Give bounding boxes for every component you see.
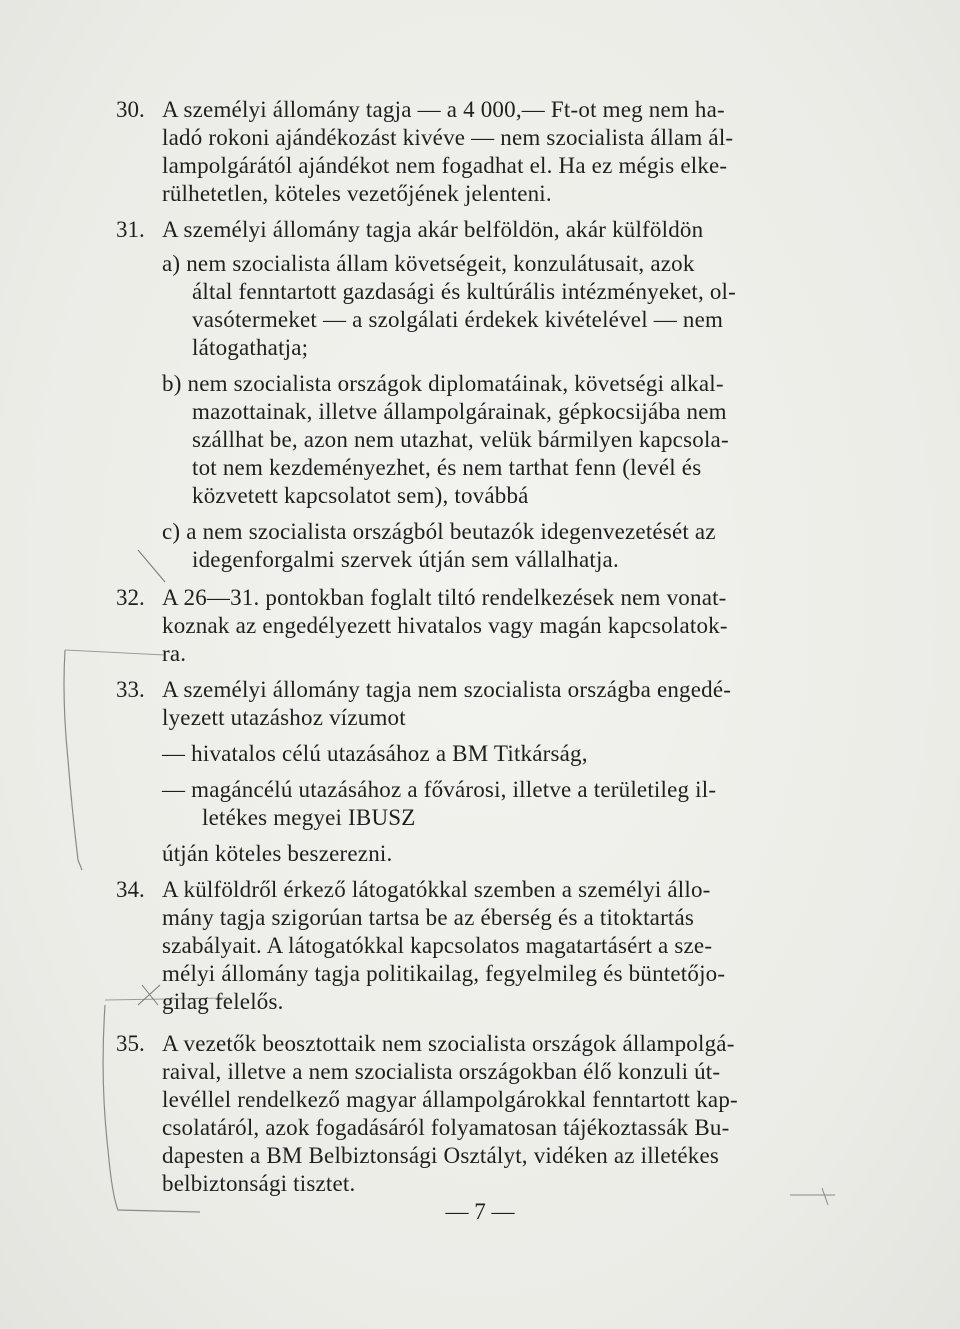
item-number-35: 35. xyxy=(116,1031,145,1056)
p31-b-line-4: tot nem kezdeményezhet, és nem tarthat fenn (levél és xyxy=(192,455,702,480)
p32-line-2: koznak az engedélyezett hivatalos vagy magán kapcsolatok- xyxy=(162,613,728,638)
p31-a-line-4: látogathatja; xyxy=(192,335,309,360)
p35-line-3: levéllel rendelkező magyar állampolgárokkal fenntartott kap- xyxy=(162,1087,738,1112)
p34-line-5: gilag felelős. xyxy=(162,989,284,1014)
p35-line-6: belbiztonsági tisztet. xyxy=(162,1171,356,1196)
p35-line-1: A vezetők beosztottaik nem szocialista országok állampolgá- xyxy=(162,1031,735,1056)
p34-line-1: A külföldről érkező látogatókkal szemben a személyi állo- xyxy=(162,877,711,902)
p31-b-line-1: b) nem szocialista országok diplomatáinak, követségi alkal- xyxy=(162,371,724,396)
p33-item-2-line-2: letékes megyei IBUSZ xyxy=(202,805,416,830)
item-number-30: 30. xyxy=(116,97,145,122)
page-number: — 7 — xyxy=(445,1199,515,1224)
p31-c-line-2: idegenforgalmi szervek útján sem vállalhatja. xyxy=(192,547,619,572)
p34-line-3: szabályait. A látogatókkal kapcsolatos magatartásért a sze- xyxy=(162,933,713,958)
p31-b-line-2: mazottainak, illetve állampolgárainak, gépkocsijába nem xyxy=(192,399,727,424)
p35-line-5: dapesten a BM Belbiztonsági Osztályt, vidéken az illetékes xyxy=(162,1143,720,1168)
p31-b-line-5: közvetett kapcsolatot sem), továbbá xyxy=(192,483,529,508)
p31-intro: A személyi állomány tagja akár belföldön, akár külföldön xyxy=(162,217,704,242)
p33-line-2: lyezett utazáshoz vízumot xyxy=(162,705,406,730)
p33-item-1: — hivatalos célú utazásához a BM Titkárság, xyxy=(162,741,588,766)
p32-line-3: ra. xyxy=(162,641,187,666)
p35-line-4: csolatáról, azok fogadásáról folyamatosan tájékoztassák Bu- xyxy=(162,1115,730,1140)
item-number-34: 34. xyxy=(116,877,145,902)
p30-line-2: ladó rokoni ajándékozást kivéve — nem szocialista állam ál- xyxy=(162,125,734,150)
item-number-33: 33. xyxy=(116,677,145,702)
p34-line-4: mélyi állomány tagja politikailag, fegyelmileg és büntetőjo- xyxy=(162,961,726,986)
item-number-32: 32. xyxy=(116,585,145,610)
p33-line-1: A személyi állomány tagja nem szocialista országba engedé- xyxy=(162,677,732,702)
p31-a-line-2: által fenntartott gazdasági és kultúrális intézményeket, ol- xyxy=(192,279,736,304)
p35-line-2: raival, illetve a nem szocialista országokban élő konzuli út- xyxy=(162,1059,721,1084)
p31-b-line-3: szállhat be, azon nem utazhat, velük bármilyen kapcsola- xyxy=(192,427,729,452)
p30-line-1: A személyi állomány tagja — a 4 000,— Ft-ot meg nem ha- xyxy=(162,97,725,122)
p32-line-1: A 26—31. pontokban foglalt tiltó rendelkezések nem vonat- xyxy=(162,585,727,610)
p31-a-line-3: vasótermeket — a szolgálati érdekek kivételével — nem xyxy=(192,307,724,332)
p33-closing: útján köteles beszerezni. xyxy=(162,841,393,866)
p31-a-line-1: a) nem szocialista állam követségeit, konzulátusait, azok xyxy=(162,251,695,276)
p30-line-4: rülhetetlen, köteles vezetőjének jelenteni. xyxy=(162,181,552,206)
p31-c-line-1: c) a nem szocialista országból beutazók idegenvezetését az xyxy=(162,519,716,544)
p34-line-2: mány tagja szigorúan tartsa be az éberség és a titoktartás xyxy=(162,905,695,930)
p30-line-3: lampolgárától ajándékot nem fogadhat el. Ha ez mégis elke- xyxy=(162,153,728,178)
p33-item-2-line-1: — magáncélú utazásához a fővárosi, illetve a területileg il- xyxy=(162,777,717,802)
item-number-31: 31. xyxy=(116,217,145,242)
